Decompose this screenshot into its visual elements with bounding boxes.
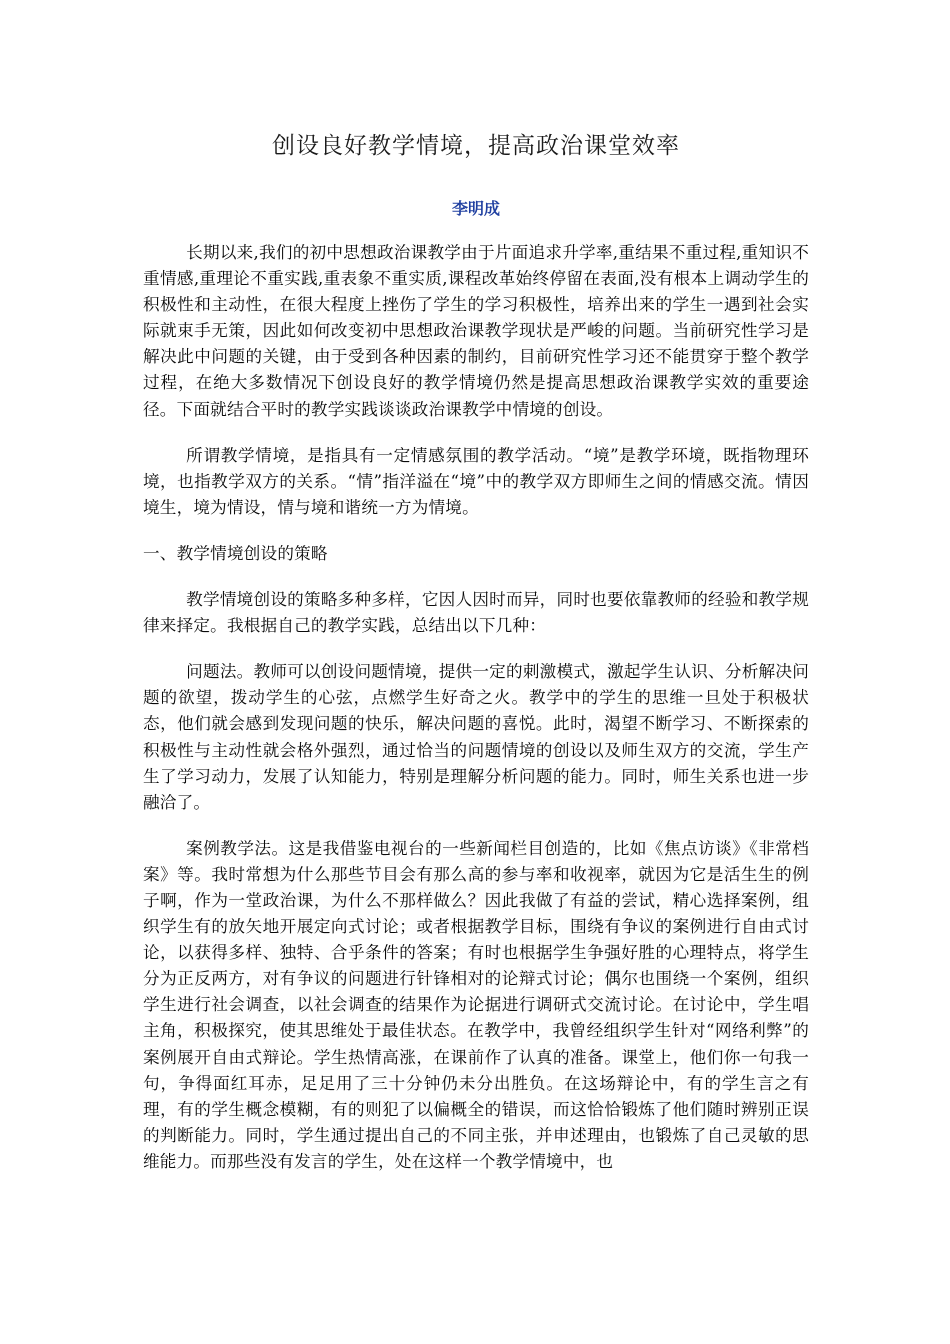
document-body bbox=[143, 240, 809, 1195]
paragraph-strategy: 教学情境创设的策略多种多样，它因人因时而异，同时也要依靠教师的经验和教学规律来择定。我根据自己的教学实践，总结出以下几种： bbox=[143, 590, 809, 636]
paragraph-intro: 长期以来,我们的初中思想政治课教学由于片面追求升学率,重结果不重过程,重知识不重情感,重理论不重实践,重表象不重实质,课程改革始终停留在表面,没有根本上调动学生的积极性和主动性，在很大程度上挫伤了学生的学习积极性，培养出来的学生一遇到社会实际就束手无策，因此如何改变初中思想政治课教学现状是严峻的问题。当前研究性学习是解决此中问题的关键，由于受到各种因素的制约，目前研究性学习还不能贯穿于整个教学过程，在绝大多数情况下创设良好的教学情境仍然是提高思想政治课教学实效的重要途径。下面就结合平时的教学实践谈谈政治课教学中情境的创设。 bbox=[143, 243, 809, 419]
paragraph-case-method: 案例教学法。这是我借鉴电视台的一些新闻栏目创造的，比如《焦点访谈》《非常档案》等。我时常想为什么那些节目会有那么高的参与率和收视率，就因为它是活生生的例子啊，作为一堂政治课，为什么不那样做么？因此我做了有益的尝试，精心选择案例，组织学生有的放矢地开展定向式讨论；或者根据教学目标，围绕有争议的案例进行自由式讨论，以获得多样、独特、合乎条件的答案；有时也根据学生争强好胜的心理特点，将学生分为正反两方，对有争议的问题进行针锋相对的论辩式讨论；偶尔也围绕一个案例，组织学生进行社会调查，以社会调查的结果作为论据进行调研式交流讨论。在讨论中，学生唱主角，积极探究，使其思维处于最佳状态。在教学中，我曾经组织学生针对“网络利弊”的案例展开自由式辩论。学生热情高涨，在课前作了认真的准备。课堂上，他们你一句我一句，争得面红耳赤，足足用了三十分钟仍未分出胜负。在这场辩论中，有的学生言之有理，有的学生概念模糊，有的则犯了以偏概全的错误，而这恰恰锻炼了他们随时辨别正误的判断能力。同时，学生通过提出自己的不同主张，并申述理由，也锻炼了自己灵敏的思维能力。而那些没有发言的学生，处在这样一个教学情境中，也 bbox=[143, 838, 809, 1171]
section-heading: 一、教学情境创设的策略 bbox=[143, 543, 328, 563]
paragraph-question-method: 问题法。教师可以创设问题情境，提供一定的刺激模式，激起学生认识、分析解决问题的欲望，拨动学生的心弦，点燃学生好奇之火。教学中的学生的思维一旦处于积极状态，他们就会感到发现问题的快乐，解决问题的喜悦。此时，渴望不断学习、不断探索的积极性与主动性就会格外强烈，通过恰当的问题情境的创设以及师生双方的交流，学生产生了学习动力，发展了认知能力，特别是理解分析问题的能力。同时，师生关系也进一步融洽了。 bbox=[143, 662, 809, 812]
document-author: 李明成 bbox=[451, 199, 500, 218]
document-title: 创设良好教学情境，提高政治课堂效率 bbox=[272, 133, 680, 159]
paragraph-definition: 所谓教学情境，是指具有一定情感氛围的教学活动。“境”是教学环境，既指物理环境，也指教学双方的关系。“情”指洋溢在“境”中的教学双方即师生之间的情感交流。情因境生，境为情设，情与境和谐统一方为情境。 bbox=[143, 445, 809, 517]
